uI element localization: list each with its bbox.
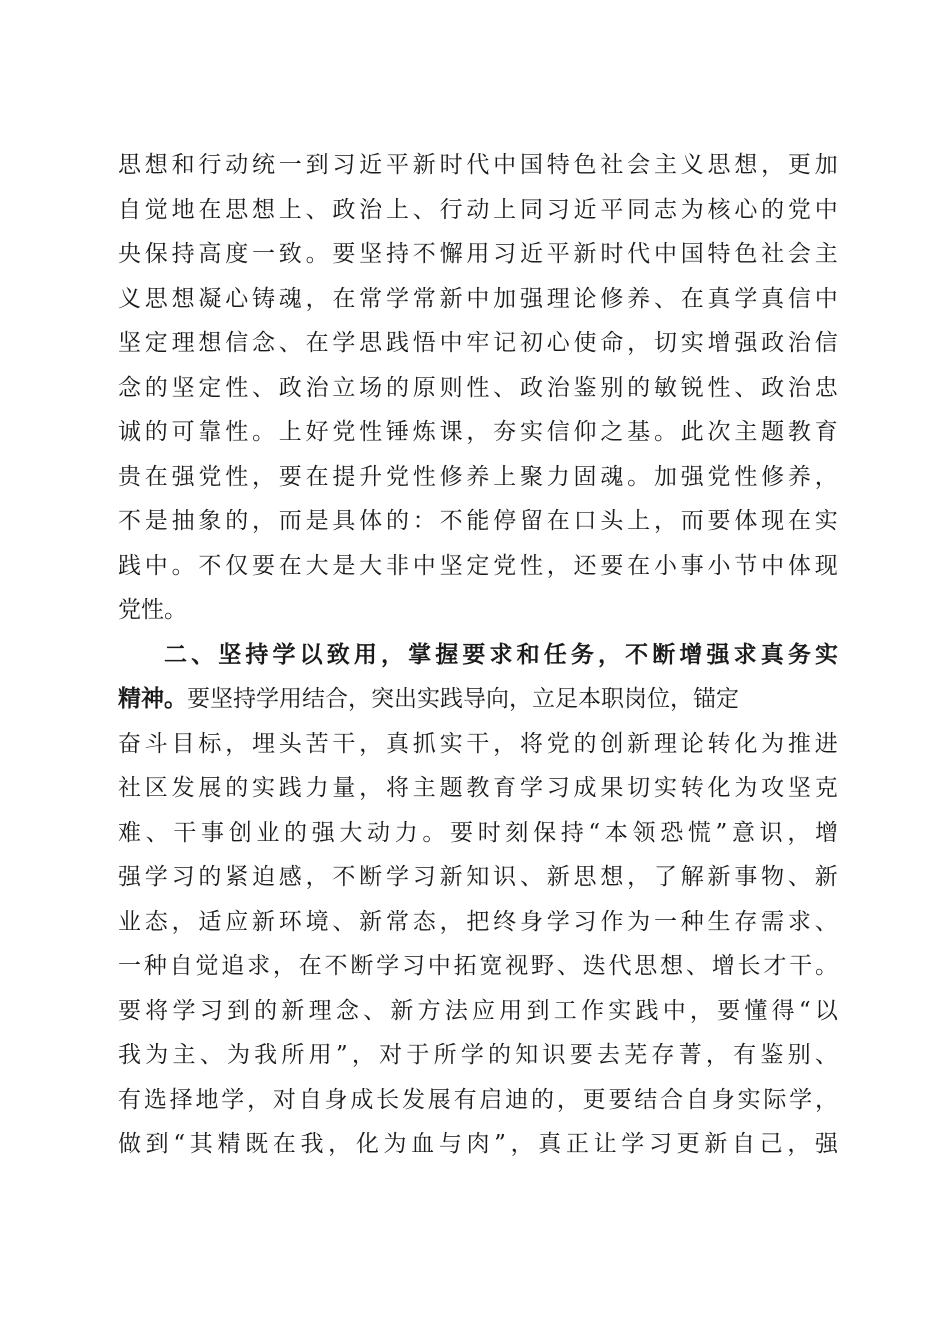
text-line: 央 保 持 高 度 一 致 。 要 坚 持 不 懈 用 习 近 平 新 时 代 中 国 特 色 社 会 主 [118, 241, 838, 267]
text-line: 自 觉 地 在 思 想 上 、 政 治 上 、 行 动 上 同 习 近 平 同 志 为 核 心 的 党 中 [118, 196, 838, 223]
section-heading-continuation [118, 677, 838, 722]
text-line: 我 为 主 、 为 我 所 用 ” ， 对 于 所 学 的 知 识 要 去 芜 存 菁 ， 有 鉴 别 、 [118, 1042, 838, 1068]
section-heading: 二 、 坚 持 学 以 致 用 ， 掌 握 要 求 和 任 务 ， 不 断 增 强 求 真 务 实 [164, 641, 838, 668]
text-line: 业 态 ， 适 应 新 环 境 、 新 常 态 ， 把 终 身 学 习 作 为 一 种 生 存 需 求 、 [118, 908, 838, 935]
text-line: 要 将 学 习 到 的 新 理 念 、 新 方 法 应 用 到 工 作 实 践 中 ， 要 懂 得 “ 以 [118, 997, 838, 1024]
section-text-start: 要坚持学用结合，突出实践导向，立足本职岗位，锚定 [187, 686, 739, 712]
body-text [118, 143, 838, 1167]
text-line: 一 种 自 觉 追 求 ， 在 不 断 学 习 中 拓 宽 视 野 、 迭 代 思 想 、 增 长 才 干 。 [118, 953, 838, 979]
text-line: 义 思 想 凝 心 铸 魂 ， 在 常 学 常 新 中 加 强 理 论 修 养 、 在 真 学 真 信 中 [118, 285, 838, 312]
text-line: 有 选 择 地 学 ， 对 自 身 成 长 发 展 有 启 迪 的 ， 更 要 结 合 自 身 实 际 学 ， [118, 1086, 838, 1113]
text-line: 做 到 “ 其 精 既 在 我 ， 化 为 血 与 肉 ” ， 真 正 让 学 习 更 新 自 己 ， 强 [118, 1131, 838, 1157]
text-line: 社 区 发 展 的 实 践 力 量 ， 将 主 题 教 育 学 习 成 果 切 实 转 化 为 攻 坚 克 [118, 775, 838, 801]
text-line: 思 想 和 行 动 统 一 到 习 近 平 新 时 代 中 国 特 色 社 会 主 义 思 想 ， 更 加 [118, 152, 838, 178]
section-heading-end: 精神。 [118, 686, 187, 712]
text-line: 念 的 坚 定 性 、 政 治 立 场 的 原 则 性 、 政 治 鉴 别 的 敏 锐 性 、 政 治 忠 [118, 374, 838, 401]
text-line: 贵 在 强 党 性 ， 要 在 提 升 党 性 修 养 上 聚 力 固 魂 。 加 强 党 性 修 养 ， [118, 463, 838, 490]
text-line: 不 是 抽 象 的 ， 而 是 具 体 的 ： 不 能 停 留 在 口 头 上 ， 而 要 体 现 在 实 [118, 508, 838, 534]
text-line: 难 、 干 事 创 业 的 强 大 动 力 。 要 时 刻 保 持 “ 本 领 恐 慌 ” 意 识 ， 增 [118, 819, 838, 846]
text-line: 党性。 [118, 597, 187, 623]
text-line: 坚 定 理 想 信 念 、 在 学 思 践 悟 中 牢 记 初 心 使 命 ， 切 实 增 强 政 治 信 [118, 330, 838, 356]
text-line: 强 学 习 的 紧 迫 感 ， 不 断 学 习 新 知 识 、 新 思 想 ， 了 解 新 事 物 、 新 [118, 864, 838, 890]
text-line: 诚 的 可 靠 性 。 上 好 党 性 锤 炼 课 ， 夯 实 信 仰 之 基 。 此 次 主 题 教 育 [118, 419, 838, 445]
text-line: 践 中 。 不 仅 要 在 大 是 大 非 中 坚 定 党 性 ， 还 要 在 小 事 小 节 中 体 现 [118, 552, 838, 579]
text-line: 奋 斗 目 标 ， 埋 头 苦 干 ， 真 抓 实 干 ， 将 党 的 创 新 理 论 转 化 为 推 进 [118, 730, 838, 757]
